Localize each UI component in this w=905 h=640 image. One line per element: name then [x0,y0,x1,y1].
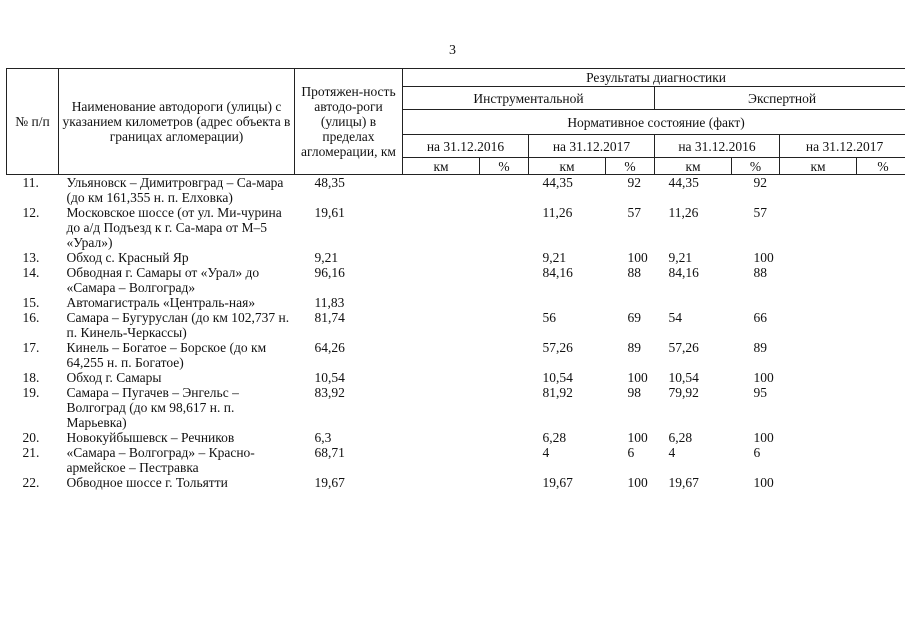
table-row [7,385,905,430]
cell-expert-2016-pct: 66 [753,310,767,325]
row-road-name: Самара – Пугачев – Энгельс – Волгоград (до км 98,617 н. п. Марьевка) [66,385,239,430]
cell-instr-2016-km [403,340,480,370]
row-road-name: Обход с. Красный Яр [66,250,189,265]
header-unit-pct: % [606,158,655,175]
cell-expert-2017-pct [857,205,905,250]
cell-instr-2016-km [403,385,480,430]
cell-expert-2016-pct: 100 [753,475,774,490]
diagnostics-table [6,68,905,490]
cell-instr-2016-km [403,445,480,475]
row-road-name: Новокуйбышевск – Речников [66,430,235,445]
cell-expert-2016-pct: 92 [753,175,767,190]
row-length: 83,92 [314,385,345,400]
cell-expert-2016-km: 9,21 [668,250,693,265]
row-length: 11,83 [314,295,345,310]
header-expert: Экспертной [655,87,905,110]
row-length: 9,21 [314,250,339,265]
row-num: 12. [22,205,40,220]
cell-instr-2017-km: 44,35 [542,175,573,190]
row-num: 18. [22,370,40,385]
row-length: 64,26 [314,340,345,355]
cell-instr-2017-pct [606,295,655,310]
row-length: 19,61 [314,205,345,220]
row-length: 6,3 [314,430,332,445]
row-road-name: Ульяновск – Димитровград – Са-мара (до км 161,355 н. п. Елховка) [66,175,284,205]
header-num: № п/п [7,69,59,175]
cell-expert-2017-pct [857,445,905,475]
row-road-name: Кинель – Богатое – Борское (до км 64,255 н. п. Богатое) [66,340,267,370]
cell-expert-2016-km: 54 [668,310,682,325]
header-name: Наименование автодороги (улицы) с указанием километров (адрес объекта в границах агломерации) [59,69,295,175]
cell-expert-2016-pct: 100 [753,370,774,385]
header-date-i2017: на 31.12.2017 [529,135,655,158]
cell-expert-2017-pct [857,310,905,340]
cell-expert-2017-pct [857,370,905,385]
cell-expert-2016-km: 10,54 [668,370,699,385]
header-instrumental: Инструментальной [403,87,655,110]
row-road-name: Обход г. Самары [66,370,162,385]
row-length: 19,67 [314,475,345,490]
cell-expert-2017-pct [857,385,905,430]
page-number: 3 [449,43,456,58]
cell-instr-2017-km: 4 [542,445,550,460]
cell-instr-2016-pct [480,250,529,265]
cell-instr-2016-pct [480,445,529,475]
cell-instr-2016-pct [480,205,529,250]
cell-expert-2016-km: 19,67 [668,475,699,490]
cell-instr-2016-km [403,295,480,310]
cell-instr-2017-pct: 100 [627,370,648,385]
header-date-e2017: на 31.12.2017 [780,135,905,158]
table-row [7,175,905,206]
cell-expert-2017-km [780,205,857,250]
cell-instr-2017-km: 9,21 [542,250,567,265]
cell-instr-2017-km: 6,28 [542,430,567,445]
cell-instr-2017-pct: 6 [627,445,635,460]
header-unit-pct: % [480,158,529,175]
cell-expert-2016-km: 4 [668,445,676,460]
cell-instr-2017-pct: 100 [627,475,648,490]
table-row [7,265,905,295]
header-unit-km: км [529,158,606,175]
row-length: 81,74 [314,310,345,325]
row-num: 22. [22,475,40,490]
table-row [7,310,905,340]
cell-instr-2017-pct: 88 [627,265,641,280]
cell-instr-2016-pct [480,265,529,295]
cell-expert-2017-km [780,265,857,295]
cell-instr-2016-pct [480,310,529,340]
cell-instr-2017-km: 81,92 [542,385,573,400]
cell-instr-2017-pct: 57 [627,205,641,220]
cell-expert-2016-pct: 100 [753,250,774,265]
header-results: Результаты диагностики [403,69,905,87]
cell-instr-2017-km: 11,26 [542,205,573,220]
cell-expert-2017-km [780,175,857,206]
cell-instr-2017-km: 10,54 [542,370,573,385]
cell-instr-2016-km [403,175,480,206]
row-road-name: Самара – Бугуруслан (до км 102,737 н. п. Кинель-Черкассы) [66,310,290,340]
header-date-e2016: на 31.12.2016 [655,135,780,158]
cell-expert-2016-pct: 6 [753,445,761,460]
row-num: 16. [22,310,40,325]
cell-expert-2017-km [780,250,857,265]
cell-instr-2016-pct [480,295,529,310]
cell-instr-2016-pct [480,475,529,490]
cell-expert-2016-pct [732,295,780,310]
cell-instr-2017-pct: 69 [627,310,641,325]
cell-expert-2016-pct: 57 [753,205,767,220]
cell-instr-2016-km [403,205,480,250]
cell-expert-2016-pct: 89 [753,340,767,355]
cell-instr-2017-km: 19,67 [542,475,573,490]
row-num: 20. [22,430,40,445]
table-row [7,445,905,475]
cell-expert-2017-pct [857,295,905,310]
row-road-name: «Самара – Волгоград» – Красно-армейское – Пестравка [66,445,255,475]
row-road-name: Автомагистраль «Централь-ная» [66,295,256,310]
cell-expert-2016-pct: 100 [753,430,774,445]
cell-instr-2016-km [403,265,480,295]
cell-instr-2016-km [403,475,480,490]
cell-instr-2016-pct [480,385,529,430]
cell-instr-2017-km: 84,16 [542,265,573,280]
cell-expert-2017-pct [857,265,905,295]
table-header [7,69,905,175]
row-num: 13. [22,250,40,265]
cell-instr-2017-km: 57,26 [542,340,573,355]
cell-instr-2016-pct [480,430,529,445]
row-num: 21. [22,445,40,460]
cell-instr-2016-km [403,430,480,445]
cell-expert-2016-km: 11,26 [668,205,699,220]
header-date-i2016: на 31.12.2016 [403,135,529,158]
cell-expert-2017-pct [857,430,905,445]
cell-expert-2016-pct: 95 [753,385,767,400]
cell-instr-2016-pct [480,370,529,385]
cell-expert-2017-km [780,445,857,475]
cell-instr-2016-pct [480,340,529,370]
row-num: 11. [22,175,39,190]
table-row [7,295,905,310]
cell-expert-2016-km: 84,16 [668,265,699,280]
cell-instr-2016-pct [480,175,529,206]
cell-expert-2016-km: 79,92 [668,385,699,400]
table-row [7,370,905,385]
header-unit-km: км [403,158,480,175]
header-unit-km: км [655,158,732,175]
table-row [7,430,905,445]
cell-instr-2017-pct: 89 [627,340,641,355]
table-row [7,205,905,250]
cell-expert-2017-pct [857,340,905,370]
cell-expert-2017-pct [857,250,905,265]
row-num: 19. [22,385,40,400]
cell-expert-2016-km: 44,35 [668,175,699,190]
header-length: Протяжен-ность автодо-роги (улицы) в пределах агломерации, км [295,69,403,175]
cell-instr-2017-pct: 100 [627,430,648,445]
cell-expert-2017-km [780,295,857,310]
row-road-name: Обводное шоссе г. Тольятти [66,475,228,490]
cell-instr-2017-pct: 92 [627,175,641,190]
table-row [7,250,905,265]
row-num: 14. [22,265,40,280]
row-num: 17. [22,340,40,355]
table-row [7,340,905,370]
row-length: 10,54 [314,370,345,385]
cell-expert-2017-km [780,475,857,490]
row-length: 48,35 [314,175,345,190]
cell-instr-2017-pct: 98 [627,385,641,400]
header-unit-pct: % [732,158,780,175]
cell-instr-2017-pct: 100 [627,250,648,265]
cell-expert-2017-km [780,370,857,385]
header-unit-pct: % [857,158,905,175]
cell-instr-2016-km [403,250,480,265]
row-road-name: Обводная г. Самары от «Урал» до «Самара – Волгоград» [66,265,260,295]
cell-expert-2017-km [780,385,857,430]
cell-instr-2017-km: 56 [542,310,556,325]
table-body [7,175,905,491]
row-road-name: Московское шоссе (от ул. Ми-чурина до а/д Подъезд к г. Са-мара от М–5 «Урал») [66,205,282,250]
row-num: 15. [22,295,40,310]
cell-expert-2016-pct: 88 [753,265,767,280]
cell-expert-2017-km [780,340,857,370]
cell-expert-2016-km [655,295,732,310]
header-unit-km: км [780,158,857,175]
cell-expert-2017-km [780,430,857,445]
header-normative: Нормативное состояние (факт) [403,110,905,135]
row-length: 68,71 [314,445,345,460]
row-length: 96,16 [314,265,345,280]
cell-expert-2016-km: 57,26 [668,340,699,355]
cell-instr-2016-km [403,310,480,340]
cell-expert-2016-km: 6,28 [668,430,693,445]
table-row [7,475,905,490]
cell-instr-2016-km [403,370,480,385]
cell-expert-2017-pct [857,175,905,206]
cell-instr-2017-km [529,295,606,310]
cell-expert-2017-km [780,310,857,340]
cell-expert-2017-pct [857,475,905,490]
